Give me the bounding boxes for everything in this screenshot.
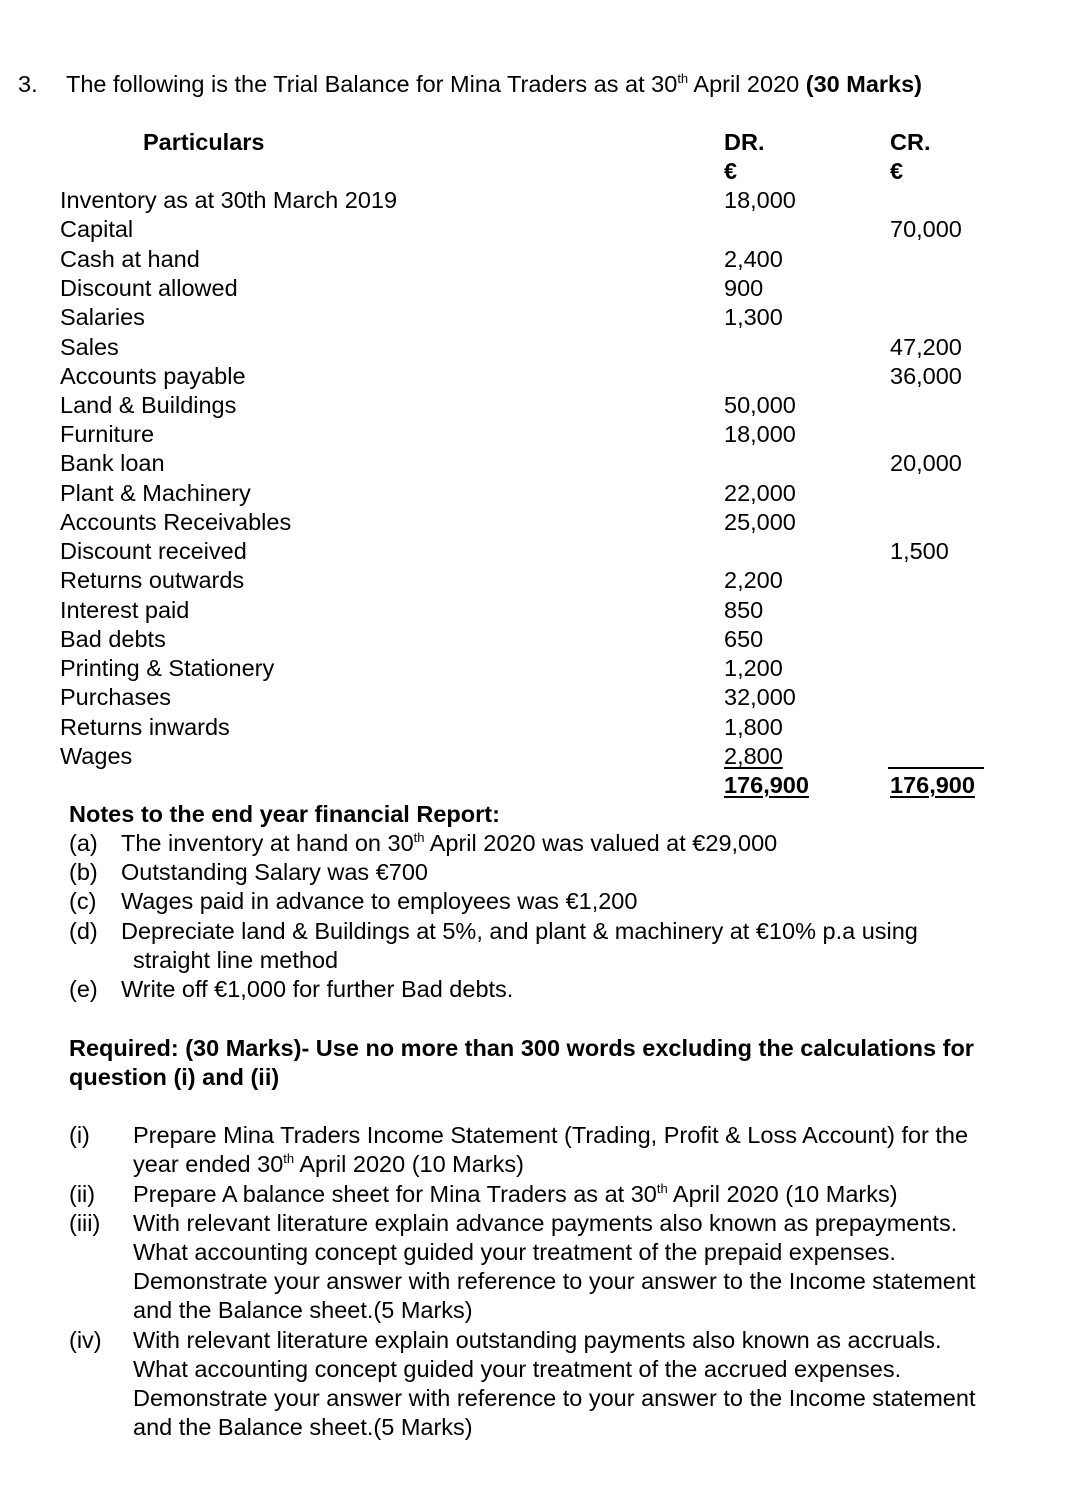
row-dr: 1,300 xyxy=(724,304,783,330)
row-dr: 1,200 xyxy=(724,655,783,681)
required-text: With relevant literature explain advance payments also known as prepayments. xyxy=(133,1210,958,1236)
required-sup: th xyxy=(656,1181,668,1196)
row-label: Capital xyxy=(60,216,134,242)
note-text xyxy=(121,832,777,856)
header-cr: CR. xyxy=(890,129,931,155)
question-intro-tail: April 2020 xyxy=(688,71,806,97)
note-text: Wages paid in advance to employees was €1,200 xyxy=(121,888,638,914)
required-text: and the Balance sheet.(5 Marks) xyxy=(133,1297,473,1323)
required-text: Demonstrate your answer with reference to your answer to the Income statement xyxy=(133,1268,976,1294)
row-cr: 20,000 xyxy=(890,450,962,476)
row-cr: 47,200 xyxy=(890,334,962,360)
required-heading-line1: Required: (30 Marks)- Use no more than 300 words excluding the calculations for xyxy=(69,1035,974,1061)
required-text: and the Balance sheet.(5 Marks) xyxy=(133,1414,473,1440)
required-text: With relevant literature explain outstanding payments also known as accruals. xyxy=(133,1327,942,1353)
required-text: What accounting concept guided your treatment of the prepaid expenses. xyxy=(133,1239,896,1265)
row-label: Furniture xyxy=(60,421,155,447)
row-label: Sales xyxy=(60,334,119,360)
required-index: (i) xyxy=(69,1122,90,1148)
row-label: Purchases xyxy=(60,684,172,710)
question-number: 3. xyxy=(18,71,38,97)
row-dr: 2,200 xyxy=(724,567,783,593)
row-label: Interest paid xyxy=(60,597,190,623)
required-text: Prepare Mina Traders Income Statement (Trading, Profit & Loss Account) for the xyxy=(133,1122,969,1148)
required-text xyxy=(133,1183,898,1207)
row-dr: 18,000 xyxy=(724,187,796,213)
row-label: Inventory as at 30th March 2019 xyxy=(60,187,398,213)
row-dr: 50,000 xyxy=(724,392,796,418)
row-cr: 36,000 xyxy=(890,363,962,389)
row-label: Salaries xyxy=(60,304,145,330)
row-dr: 22,000 xyxy=(724,480,796,506)
row-label: Land & Buildings xyxy=(60,392,237,418)
required-heading-line2: question (i) and (ii) xyxy=(69,1064,280,1090)
note-index: (d) xyxy=(69,918,98,944)
row-label: Cash at hand xyxy=(60,246,200,272)
note-text-post: April 2020 was valued at €29,000 xyxy=(424,830,778,856)
required-text-post: April 2020 (10 Marks) xyxy=(667,1181,898,1207)
row-cr: 1,500 xyxy=(890,538,949,564)
note-sup: th xyxy=(413,830,425,845)
total-cr: 176,900 xyxy=(890,772,975,798)
required-index: (iv) xyxy=(69,1327,102,1353)
required-index: (ii) xyxy=(69,1181,96,1207)
notes-heading: Notes to the end year financial Report: xyxy=(69,801,500,827)
note-index: (b) xyxy=(69,859,98,885)
header-dr: DR. xyxy=(724,129,765,155)
question-intro xyxy=(66,73,922,97)
currency-dr: € xyxy=(724,158,738,184)
row-dr: 850 xyxy=(724,597,764,623)
question-intro-text: The following is the Trial Balance for Mina Traders as at 30 xyxy=(66,71,678,97)
note-text: Outstanding Salary was €700 xyxy=(121,859,428,885)
total-dr: 176,900 xyxy=(724,772,809,798)
required-text-pre: Prepare A balance sheet for Mina Traders as at 30 xyxy=(133,1181,657,1207)
required-index: (iii) xyxy=(69,1210,101,1236)
row-label: Wages xyxy=(60,743,133,769)
note-index: (a) xyxy=(69,830,98,856)
note-text-continuation: straight line method xyxy=(133,947,339,973)
currency-cr: € xyxy=(890,158,904,184)
required-text: Demonstrate your answer with reference to your answer to the Income statement xyxy=(133,1385,976,1411)
row-dr: 650 xyxy=(724,626,764,652)
row-label: Plant & Machinery xyxy=(60,480,251,506)
row-label: Discount allowed xyxy=(60,275,238,301)
row-label: Accounts Receivables xyxy=(60,509,292,535)
row-dr: 25,000 xyxy=(724,509,796,535)
row-dr: 32,000 xyxy=(724,684,796,710)
row-dr: 2,400 xyxy=(724,246,783,272)
header-particulars: Particulars xyxy=(143,129,265,155)
row-label: Discount received xyxy=(60,538,247,564)
row-label: Bank loan xyxy=(60,450,165,476)
row-dr: 2,800 xyxy=(724,743,783,769)
required-text: What accounting concept guided your treatment of the accrued expenses. xyxy=(133,1356,902,1382)
row-dr: 18,000 xyxy=(724,421,796,447)
row-label: Returns outwards xyxy=(60,567,245,593)
row-label: Returns inwards xyxy=(60,714,230,740)
row-label: Bad debts xyxy=(60,626,166,652)
note-text: Write off €1,000 for further Bad debts. xyxy=(121,976,514,1002)
required-text-pre: year ended 30 xyxy=(133,1151,284,1177)
note-text-pre: The inventory at hand on 30 xyxy=(121,830,414,856)
row-cr: 70,000 xyxy=(890,216,962,242)
note-text: Depreciate land & Buildings at 5%, and plant & machinery at €10% p.a using xyxy=(121,918,918,944)
row-label: Accounts payable xyxy=(60,363,246,389)
note-index: (e) xyxy=(69,976,98,1002)
question-intro-sup: th xyxy=(677,71,689,86)
row-label: Printing & Stationery xyxy=(60,655,275,681)
note-index: (c) xyxy=(69,888,97,914)
required-text-post: April 2020 (10 Marks) xyxy=(294,1151,524,1177)
question-marks: (30 Marks) xyxy=(805,71,922,97)
row-dr: 900 xyxy=(724,275,764,301)
cr-subtotal-rule xyxy=(888,767,984,769)
required-text xyxy=(133,1153,524,1177)
required-sup: th xyxy=(283,1151,295,1166)
row-dr: 1,800 xyxy=(724,714,783,740)
